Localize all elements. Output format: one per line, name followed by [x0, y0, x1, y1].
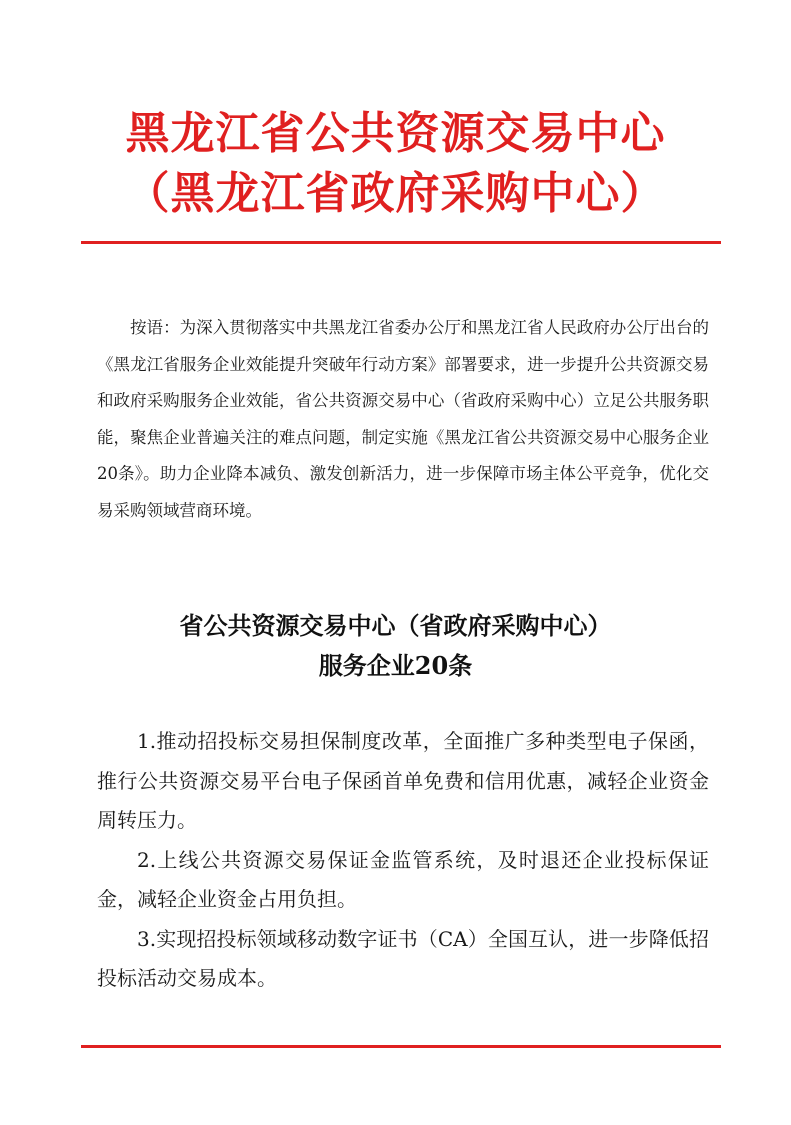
header-title-line1: 黑龙江省公共资源交易中心	[125, 108, 666, 159]
service-item-2: 2.上线公共资源交易保证金监管系统，及时退还企业投标保证金，减轻企业资金占用负担。	[97, 847, 709, 911]
service-item-3: 3.实现招投标领域移动数字证书（CA）全国互认，进一步降低招投标活动交易成本。	[97, 926, 709, 990]
service-items-list	[97, 722, 709, 999]
preface-paragraph: 按语：为深入贯彻落实中共黑龙江省委办公厅和黑龙江省人民政府办公厅出台的《黑龙江省服务企业效能提升突破年行动方案》部署要求，进一步提升公共资源交易和政府采购服务企业效能，省公共资源交易中心（省政府采购中心）立足公共服务职能，聚焦企业普遍关注的难点问题，制定实施《黑龙江省公共资源交易中心服务企业20条》。助力企业降本减负、激发创新活力，进一步保障市场主体公平竞争，优化交易采购领域营商环境。	[97, 318, 709, 520]
service-item-1: 1.推动招投标交易担保制度改革，全面推广多种类型电子保函，推行公共资源交易平台电子保函首单免费和信用优惠，减轻企业资金周转压力。	[97, 729, 709, 832]
footer-red-rule	[81, 1045, 721, 1048]
section-title-line2: 服务企业20条	[318, 651, 473, 680]
section-title-line1: 省公共资源交易中心（省政府采购中心）	[179, 611, 612, 640]
header-title-line2: （黑龙江省政府采购中心）	[125, 168, 666, 219]
header-red-rule	[81, 241, 721, 244]
